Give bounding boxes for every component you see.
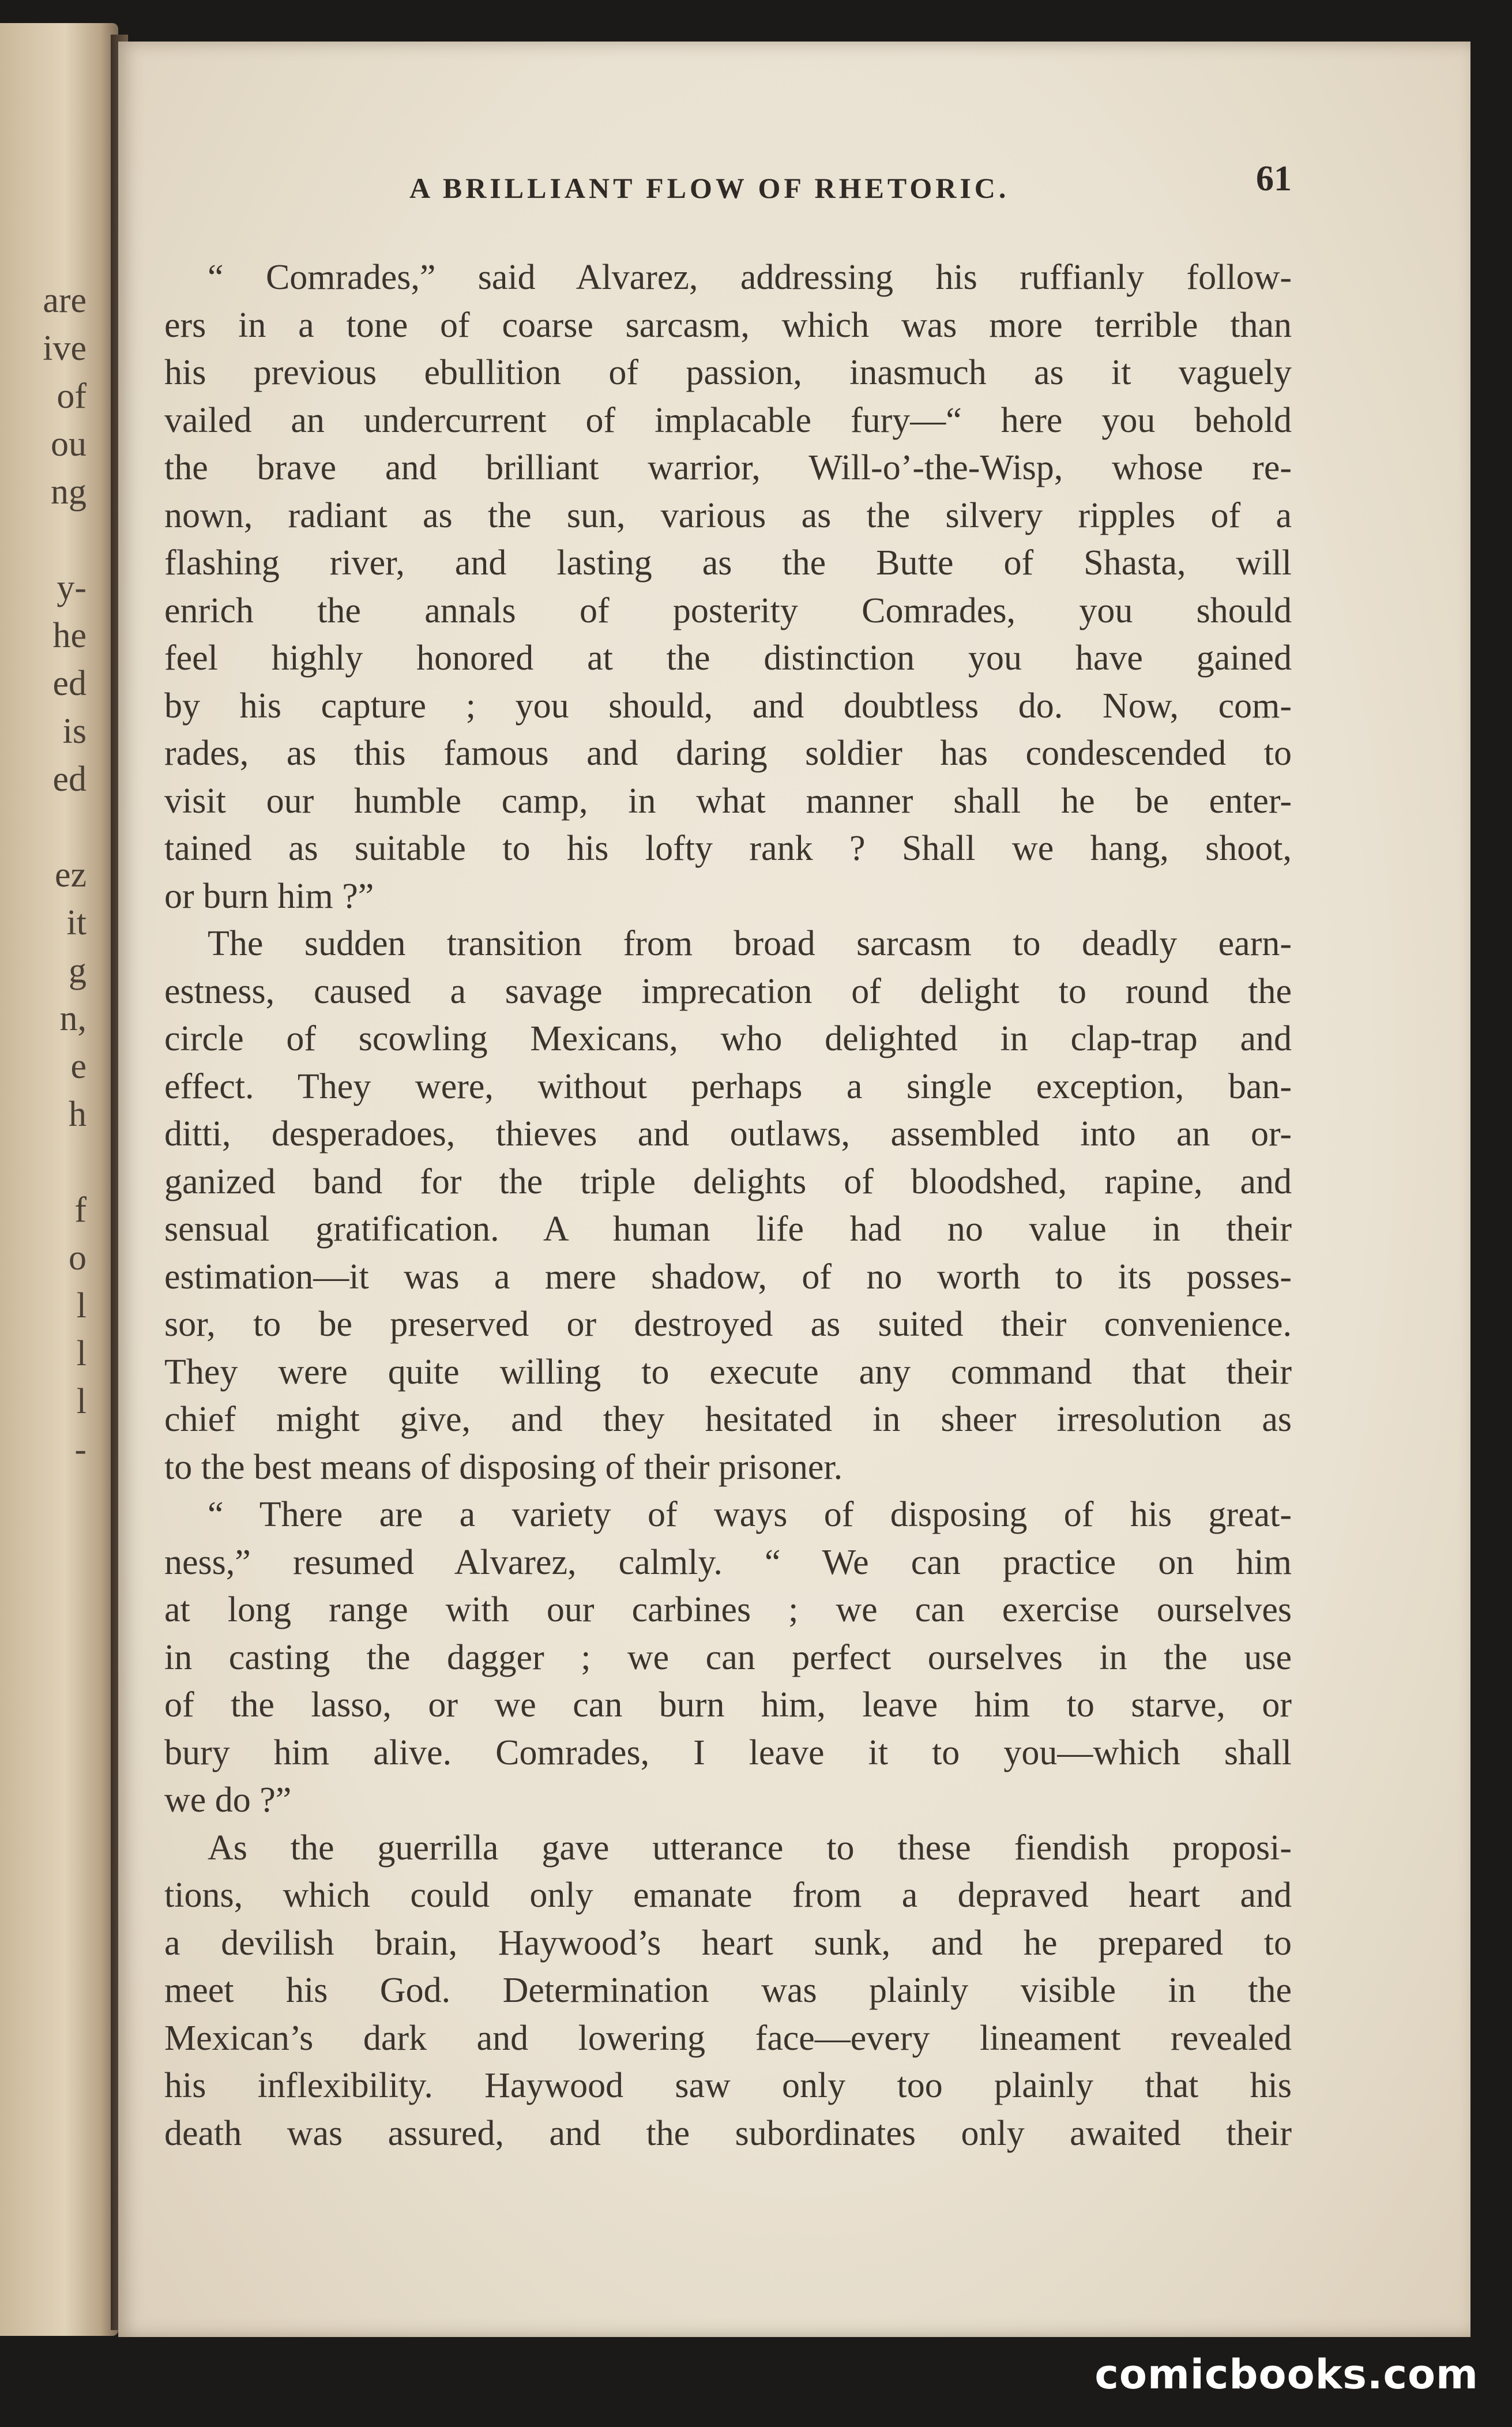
text-line: rades, as this famous and daring soldier has condescended to [164,734,1292,773]
text-line: “ Comrades,” said Alvarez, addressing his ruffianly follow- [208,258,1292,297]
text-line: or burn him ?” [164,876,374,916]
fragment: e [70,1047,86,1086]
fragment: f [74,1190,86,1230]
text-line: at long range with our carbines ; we can exercise ourselves [164,1590,1292,1629]
fragment: - [74,1430,86,1469]
text-line: death was assured, and the subordinates only awaited their [164,2113,1292,2153]
text-line: by his capture ; you should, and doubtless do. Now, com- [164,686,1292,726]
fragment: ed [52,664,86,703]
fragment: are [43,281,86,320]
text-line: vailed an undercurrent of implacable fury—“ here you behold [164,400,1292,440]
fragment: o [69,1238,86,1278]
page-number: 61 [1256,159,1292,198]
text-line: effect. They were, without perhaps a single exception, ban- [164,1066,1292,1106]
text-line: circle of scowling Mexicans, who delighted in clap-trap and [164,1019,1292,1058]
text-line: the brave and brilliant warrior, Will-o’-the-Wisp, whose re- [164,448,1292,487]
fragment: l [76,1382,86,1421]
fragment: ed [52,760,86,799]
fragment: y- [57,568,86,607]
watermark: comicbooks.com [1094,2351,1479,2398]
running-head: A BRILLIANT FLOW OF RHETORIC. [409,172,1010,204]
text-line: ditti, desperadoes, thieves and outlaws, assembled into an or- [164,1114,1292,1154]
facing-page-text [0,277,86,1474]
text-line: ganized band for the triple delights of bloodshed, rapine, and [164,1162,1292,1201]
text-line: ness,” resumed Alvarez, calmly. “ We can practice on him [164,1542,1292,1582]
text-line: Mexican’s dark and lowering face—every lineament revealed [164,2018,1292,2058]
fragment [0,1139,86,1186]
text-line: tions, which could only emanate from a depraved heart and [164,1876,1292,1915]
text-line: his previous ebullition of passion, inasmuch as it vaguely [164,353,1292,392]
text-line: a devilish brain, Haywood’s heart sunk, and he prepared to [164,1923,1292,1963]
fragment: is [62,712,86,751]
fragment: g [69,951,86,990]
fragment: ez [54,855,86,895]
text-line: They were quite willing to execute any command that their [164,1352,1292,1392]
fragment: of [57,377,86,416]
fragment: h [69,1095,86,1134]
text-line: we do ?” [164,1780,292,1820]
body-text [164,254,1292,2157]
fragment [0,803,86,851]
fragment: l [76,1334,86,1373]
facing-page [0,23,118,2336]
text-line: of the lasso, or we can burn him, leave him to starve, or [164,1685,1292,1725]
text-line: flashing river, and lasting as the Butte of Shasta, will [164,543,1292,583]
text-line: nown, radiant as the sun, various as the silvery ripples of a [164,495,1292,535]
text-line: sensual gratification. A human life had no value in their [164,1209,1292,1249]
text-line: enrich the annals of posterity Comrades, you should [164,591,1292,630]
fragment: he [52,616,86,655]
text-line: ers in a tone of coarse sarcasm, which was more terrible than [164,305,1292,345]
text-line: meet his God. Determination was plainly visible in the [164,1971,1292,2010]
text-line: sor, to be preserved or destroyed as suited their convenience. [164,1305,1292,1344]
text-line: estness, caused a savage imprecation of delight to round the [164,971,1292,1011]
fragment: it [66,903,86,942]
page-header [277,159,1292,216]
text-line: “ There are a variety of ways of disposing of his great- [208,1495,1292,1534]
text-line: estimation—it was a mere shadow, of no worth to its posses- [164,1257,1292,1297]
text-line: in casting the dagger ; we can perfect ourselves in the use [164,1637,1292,1677]
text-line: his inflexibility. Haywood saw only too plainly that his [164,2066,1292,2105]
text-line: feel highly honored at the distinction you have gained [164,638,1292,678]
fragment: ng [51,472,86,512]
fragment: n, [59,999,86,1038]
text-line: bury him alive. Comrades, I leave it to you—which shall [164,1733,1292,1772]
text-line: The sudden transition from broad sarcasm to deadly earn- [208,924,1292,963]
text-line: to the best means of disposing of their prisoner. [164,1447,843,1487]
text-line: visit our humble camp, in what manner shall he be enter- [164,781,1292,821]
text-line: chief might give, and they hesitated in sheer irresolution as [164,1400,1292,1439]
fragment: ive [43,329,86,368]
fragment: ou [51,424,86,464]
fragment: l [76,1286,86,1325]
text-line: As the guerrilla gave utterance to these fiendish proposi- [208,1828,1292,1868]
fragment [0,516,86,564]
text-line: tained as suitable to his lofty rank ? Shall we hang, shoot, [164,829,1292,868]
